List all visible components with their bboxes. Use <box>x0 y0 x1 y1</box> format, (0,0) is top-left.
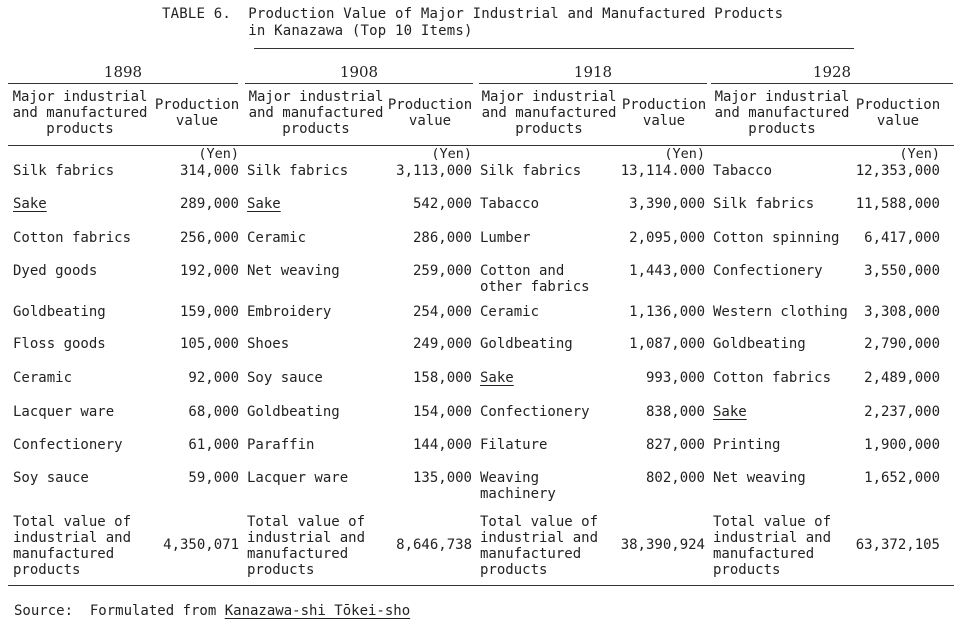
column-header-value: Production value <box>621 97 707 129</box>
table-cell-value: 159,000 <box>179 304 239 320</box>
rule-header-full <box>8 145 954 146</box>
table-cell-value: 259,000 <box>412 263 472 279</box>
total-value: 38,390,924 <box>620 537 705 553</box>
table-cell-item: Confectionery <box>13 437 123 453</box>
table-cell-item: Weaving machinery <box>480 470 556 502</box>
table-cell-item: Goldbeating <box>713 336 806 352</box>
column-header-value: Production value <box>855 97 941 129</box>
table-cell-value: 993,000 <box>645 370 705 386</box>
table-cell-item: Embroidery <box>247 304 332 320</box>
table-cell-item: Silk fabrics <box>247 163 349 179</box>
table-cell-value: 105,000 <box>179 336 239 352</box>
column-header-item: Major industrial and manufactured products <box>12 89 148 137</box>
table-cell-item: Goldbeating <box>13 304 106 320</box>
year-heading-1918: 1918 <box>573 63 613 81</box>
table-cell-value: 6,417,000 <box>864 230 940 246</box>
table-cell-value: 254,000 <box>412 304 472 320</box>
table-cell-item: Net weaving <box>713 470 806 486</box>
table-cell-value: 144,000 <box>412 437 472 453</box>
table-cell-item: Confectionery <box>713 263 823 279</box>
table-cell-value: 2,237,000 <box>864 404 940 420</box>
table-cell-value: 249,000 <box>412 336 472 352</box>
year-heading-1908: 1908 <box>339 63 379 81</box>
table-cell-item: Sake <box>13 196 47 212</box>
table-cell-value: 154,000 <box>412 404 472 420</box>
table-cell-value: 314,000 <box>179 163 239 179</box>
table-cell-value: 1,136,000 <box>629 304 705 320</box>
unit-label: (Yen) <box>664 146 705 162</box>
title-line-2: in Kanazawa (Top 10 Items) <box>162 23 473 39</box>
table-cell-item: Sake <box>713 404 747 420</box>
table-cell-value: 2,790,000 <box>864 336 940 352</box>
table-cell-item: Cotton fabrics <box>13 230 132 246</box>
table-cell-value: 2,489,000 <box>864 370 940 386</box>
column-header-item: Major industrial and manufactured products <box>481 89 617 137</box>
table-cell-value: 3,550,000 <box>864 263 940 279</box>
table-cell-item: Ceramic <box>13 370 73 386</box>
table-cell-value: 1,900,000 <box>864 437 940 453</box>
table-cell-value: 542,000 <box>412 196 472 212</box>
source-note <box>14 603 410 619</box>
table-cell-item: Western clothing <box>713 304 848 320</box>
table-cell-value: 11,588,000 <box>855 196 940 212</box>
column-header-item: Major industrial and manufactured products <box>714 89 850 137</box>
table-cell-item: Floss goods <box>13 336 106 352</box>
table-cell-value: 838,000 <box>645 404 705 420</box>
total-label: Total value of industrial and manufactured products <box>713 514 832 578</box>
total-value: 8,646,738 <box>396 537 472 553</box>
table-cell-item: Soy sauce <box>247 370 323 386</box>
table-cell-item: Paraffin <box>247 437 315 453</box>
table-cell-item: Net weaving <box>247 263 340 279</box>
year-heading-1928: 1928 <box>812 63 852 81</box>
table-cell-item: Shoes <box>247 336 290 352</box>
unit-label: (Yen) <box>899 146 940 162</box>
table-cell-item: Soy sauce <box>13 470 89 486</box>
table-cell-value: 59,000 <box>188 470 239 486</box>
table-cell-value: 1,652,000 <box>864 470 940 486</box>
table-cell-item: Cotton spinning <box>713 230 840 246</box>
table-cell-value: 3,308,000 <box>864 304 940 320</box>
rule-year-1928 <box>711 83 953 84</box>
column-header-value: Production value <box>387 97 473 129</box>
table-cell-item: Silk fabrics <box>713 196 815 212</box>
table-cell-value: 827,000 <box>645 437 705 453</box>
table-cell-value: 1,087,000 <box>629 336 705 352</box>
rule-year-1918 <box>479 83 707 84</box>
table-cell-item: Confectionery <box>480 404 590 420</box>
table-cell-item: Tabacco <box>713 163 773 179</box>
table-cell-item: Dyed goods <box>13 263 98 279</box>
total-label: Total value of industrial and manufactured products <box>480 514 599 578</box>
table-cell-value: 158,000 <box>412 370 472 386</box>
table-cell-value: 68,000 <box>188 404 239 420</box>
column-header-value: Production value <box>154 97 240 129</box>
table-cell-item: Goldbeating <box>247 404 340 420</box>
table-cell-item: Lacquer ware <box>13 404 115 420</box>
rule-year-1908 <box>245 83 473 84</box>
table-cell-value: 286,000 <box>412 230 472 246</box>
rule-bottom <box>8 585 954 586</box>
total-label: Total value of industrial and manufactured products <box>13 514 132 578</box>
total-label: Total value of industrial and manufactured products <box>247 514 366 578</box>
rule-year-1898 <box>8 83 238 84</box>
table-cell-value: 289,000 <box>179 196 239 212</box>
source-reference: Kanazawa-shi Tōkei-sho <box>224 603 411 619</box>
table-cell-value: 92,000 <box>188 370 239 386</box>
table-cell-item: Silk fabrics <box>13 163 115 179</box>
table-cell-value: 3,113,000 <box>396 163 472 179</box>
table-cell-item: Goldbeating <box>480 336 573 352</box>
table-cell-item: Filature <box>480 437 548 453</box>
table-cell-item: Printing <box>713 437 781 453</box>
table-cell-item: Sake <box>247 196 281 212</box>
table-cell-item: Lacquer ware <box>247 470 349 486</box>
unit-label: (Yen) <box>431 146 472 162</box>
table-cell-value: 61,000 <box>188 437 239 453</box>
table-cell-item: Ceramic <box>480 304 540 320</box>
table-cell-item: Lumber <box>480 230 531 246</box>
table-cell-value: 12,353,000 <box>855 163 940 179</box>
table-cell-item: Cotton fabrics <box>713 370 832 386</box>
table-title <box>162 6 962 40</box>
table-cell-value: 2,095,000 <box>629 230 705 246</box>
table-cell-value: 13,114.000 <box>620 163 705 179</box>
table-cell-item: Sake <box>480 370 514 386</box>
table-cell-item: Tabacco <box>480 196 540 212</box>
column-header-item: Major industrial and manufactured products <box>248 89 384 137</box>
year-heading-1898: 1898 <box>103 63 143 81</box>
table-cell-value: 1,443,000 <box>629 263 705 279</box>
total-value: 4,350,071 <box>163 537 239 553</box>
table-cell-value: 135,000 <box>412 470 472 486</box>
table-cell-item: Ceramic <box>247 230 307 246</box>
table-cell-value: 802,000 <box>645 470 705 486</box>
total-value: 63,372,105 <box>855 537 940 553</box>
table-cell-value: 256,000 <box>179 230 239 246</box>
title-line-1: TABLE 6. Production Value of Major Industrial and Manufactured Products <box>162 6 784 22</box>
rule-top <box>254 48 854 49</box>
source-label: Source: Formulated from <box>14 603 225 619</box>
table-cell-value: 3,390,000 <box>629 196 705 212</box>
unit-label: (Yen) <box>198 146 239 162</box>
table-cell-item: Cotton and other fabrics <box>480 263 590 295</box>
table-cell-item: Silk fabrics <box>480 163 582 179</box>
table-cell-value: 192,000 <box>179 263 239 279</box>
